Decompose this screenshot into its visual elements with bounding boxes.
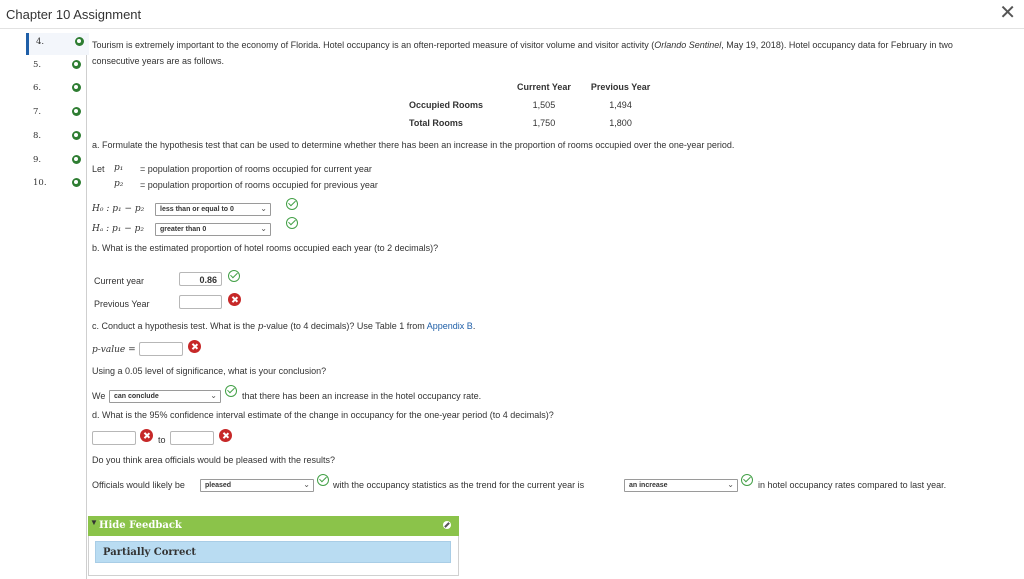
correct-icon: [317, 474, 329, 486]
window-title: Chapter 10 Assignment: [6, 7, 142, 22]
nav-item-number: 10.: [33, 178, 47, 188]
h0-select-value: less than or equal to 0: [160, 206, 234, 213]
table-cell: 1,800: [609, 118, 632, 128]
row-label: Occupied Rooms: [409, 100, 484, 110]
p1-symbol: p₁: [114, 163, 124, 173]
feedback-status-text: Partially Correct: [103, 547, 197, 558]
part-c-text: c. Conduct a hypothesis test. What is the: [92, 321, 258, 331]
previous-year-input[interactable]: [179, 295, 222, 309]
nav-item-4[interactable]: [26, 33, 89, 55]
previous-year-label: Previous Year: [94, 299, 150, 309]
answered-icon: [72, 83, 81, 92]
p2-definition: = population proportion of rooms occupied for previous year: [140, 180, 378, 190]
correct-icon: [286, 198, 298, 210]
pvalue-input[interactable]: [139, 342, 183, 356]
we-word: We: [92, 391, 106, 401]
nav-item-number: 8.: [33, 131, 42, 141]
part-c-p: p: [257, 322, 264, 332]
intro-source: Orlando Sentinel: [654, 40, 722, 50]
appendix-b-link[interactable]: Appendix B: [426, 321, 473, 331]
intro-text-end: , May 19, 2018). Hotel occupancy data for February in two consecutive years are as follows.: [92, 40, 953, 66]
answered-icon: [72, 155, 81, 164]
part-c-prompt: [92, 321, 475, 332]
table-corner: [405, 78, 507, 96]
chevron-down-icon: ⌄: [727, 480, 734, 489]
officials-mid: with the occupancy statistics as the trend for the current year is: [333, 480, 585, 490]
correct-icon: [286, 217, 298, 229]
table-cell: 1,505: [532, 100, 556, 110]
pvalue-label: p-value =: [92, 345, 136, 355]
intro-text: Tourism is extremely important to the economy of Florida. Hotel occupancy is an often-reported measure of visitor volume and visitor activity (: [92, 40, 655, 50]
table-row: [405, 96, 660, 114]
part-b-prompt: b. What is the estimated proportion of hotel rooms occupied each year (to 2 decimals)?: [92, 243, 439, 253]
chevron-down-icon: ⌄: [303, 480, 310, 489]
part-c-text-3: .: [472, 321, 476, 331]
column-header: Previous Year: [590, 82, 651, 92]
answered-icon: [75, 37, 84, 46]
table-cell: 1,494: [609, 100, 632, 110]
nav-item-6[interactable]: [26, 79, 86, 101]
answered-icon: [72, 178, 81, 187]
conclusion-select-value: can conclude: [114, 393, 159, 400]
incorrect-icon: [219, 429, 232, 442]
ci-lower-input[interactable]: [92, 431, 136, 445]
answered-icon: [72, 107, 81, 116]
officials-select[interactable]: [200, 479, 314, 492]
current-year-input[interactable]: 0.86: [179, 272, 222, 286]
incorrect-icon: [140, 429, 153, 442]
table-header-row: [405, 78, 660, 96]
feedback-panel: [88, 536, 459, 576]
incorrect-icon: [188, 340, 201, 353]
nav-item-number: 9.: [33, 155, 42, 165]
feedback-status: [95, 541, 451, 563]
occupancy-table: [405, 78, 660, 132]
column-header: Current Year: [517, 82, 571, 92]
title-bar: [0, 0, 1024, 29]
conclusion-tail: that there has been an increase in the hotel occupancy rate.: [242, 391, 482, 401]
hide-feedback-label: Hide Feedback: [99, 520, 182, 531]
nav-item-9[interactable]: [26, 151, 86, 173]
part-d-prompt: d. What is the 95% confidence interval estimate of the change in occupancy for the one-year period (to 4 decimals)?: [92, 410, 554, 420]
h0-label: H₀ : p₁ − p₂: [92, 204, 145, 214]
current-year-label: Current year: [94, 276, 145, 286]
ha-label: Hₐ : p₁ − p₂: [92, 224, 144, 234]
officials-tail: in hotel occupancy rates compared to last year.: [758, 480, 947, 490]
incorrect-icon: [228, 293, 241, 306]
nav-item-number: 7.: [33, 107, 42, 117]
part-a-prompt: a. Formulate the hypothesis test that can be used to determine whether there has been an increase in the proportion of rooms occupied over the one-year period.: [92, 140, 735, 150]
nav-item-10[interactable]: [26, 174, 86, 196]
correct-icon: [228, 270, 240, 282]
answered-icon: [72, 60, 81, 69]
trend-select[interactable]: [624, 479, 738, 492]
officials-select-value: pleased: [205, 482, 232, 489]
ha-select[interactable]: [155, 223, 271, 236]
correct-icon: [225, 385, 237, 397]
officials-prefix: Officials would likely be: [92, 480, 185, 490]
nav-item-5[interactable]: [26, 56, 86, 78]
conclusion-select[interactable]: [109, 390, 221, 403]
feedback-toggle[interactable]: [88, 516, 459, 536]
question-nav: [26, 33, 87, 579]
chevron-down-icon: ⌄: [210, 391, 217, 400]
triangle-down-icon: ▼: [90, 518, 98, 527]
chevron-down-icon: ⌄: [260, 204, 267, 213]
ha-select-value: greater than 0: [160, 226, 207, 233]
table-cell: 1,750: [532, 118, 556, 128]
significance-prompt: Using a 0.05 level of significance, what is your conclusion?: [92, 366, 327, 376]
let-word: Let: [92, 164, 105, 174]
correct-icon: [741, 474, 753, 486]
pleased-question: Do you think area officials would be pleased with the results?: [92, 455, 335, 465]
trend-select-value: an increase: [629, 482, 668, 489]
nav-item-number: 6.: [33, 83, 42, 93]
row-label: Total Rooms: [409, 118, 463, 128]
answered-icon: [72, 131, 81, 140]
nav-item-7[interactable]: [26, 103, 86, 125]
nav-item-8[interactable]: [26, 127, 86, 149]
pencil-icon[interactable]: [443, 521, 451, 529]
nav-item-number: 4.: [36, 37, 45, 47]
close-icon[interactable]: ✕: [999, 2, 1016, 24]
table-row: [405, 114, 660, 132]
ci-to-label: to: [158, 435, 166, 445]
chevron-down-icon: ⌄: [260, 224, 267, 233]
p1-definition: = population proportion of rooms occupied for current year: [140, 164, 372, 174]
p2-symbol: p₂: [114, 179, 124, 189]
ci-upper-input[interactable]: [170, 431, 214, 445]
question-intro: [92, 37, 987, 69]
h0-select[interactable]: [155, 203, 271, 216]
part-c-text-2: -value (to 4 decimals)? Use Table 1 from: [263, 321, 427, 331]
nav-item-number: 5.: [33, 60, 42, 70]
